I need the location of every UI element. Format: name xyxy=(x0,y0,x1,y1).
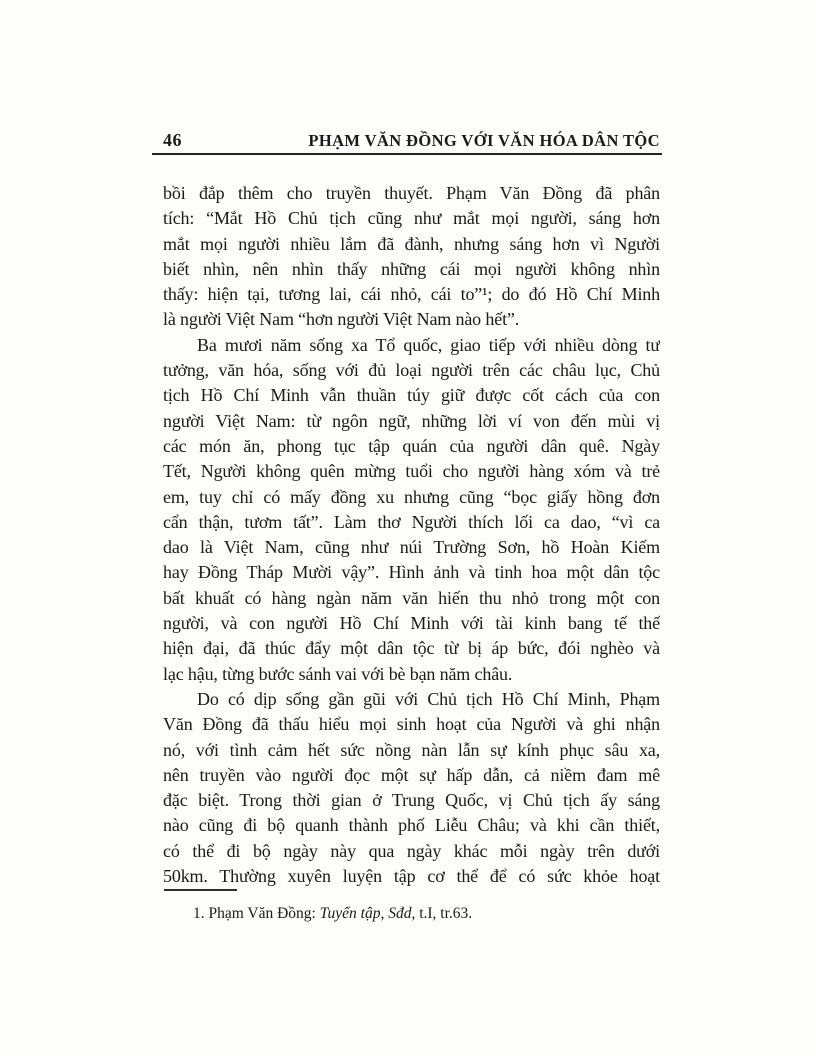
text-line: Tết, Người không quên mừng tuổi cho người hàng xóm và trẻ xyxy=(163,461,660,482)
text-line: mắt mọi người nhiều lắm đã đành, nhưng sáng hơn vì Người xyxy=(163,233,660,254)
text-line: Ba mươi năm sống xa Tổ quốc, giao tiếp với nhiều dòng tư xyxy=(197,334,660,355)
text-line: tịch Hồ Chí Minh vẫn thuần túy giữ được cốt cách của con xyxy=(163,385,660,406)
header-rule xyxy=(152,153,662,155)
text-line: tưởng, văn hóa, sống với đủ loại người trên các châu lục, Chủ xyxy=(163,360,660,381)
text-line: là người Việt Nam “hơn người Việt Nam nào hết”. xyxy=(163,309,520,330)
text-line: lạc hậu, từng bước sánh vai với bè bạn năm châu. xyxy=(163,663,513,684)
text-line: biết nhìn, nên nhìn thấy những cái mọi người không nhìn xyxy=(163,258,660,279)
text-line: hiện đại, đã thúc đẩy một dân tộc từ bị áp bức, đói nghèo và xyxy=(163,638,660,659)
text-line: nào cũng đi bộ quanh thành phố Liễu Châu; và khi cần thiết, xyxy=(163,815,660,836)
footnote-segment: Tuyển tập, Sđd xyxy=(319,905,412,922)
text-line: hay Đồng Tháp Mười vậy”. Hình ảnh và tinh hoa một dân tộc xyxy=(163,562,660,583)
text-line: bồi đắp thêm cho truyền thuyết. Phạm Văn Đồng đã phân xyxy=(163,183,660,203)
text-line: 50km. Thường xuyên luyện tập cơ thể để có sức khỏe hoạt xyxy=(163,866,660,887)
text-line: thấy: hiện tại, tương lai, cái nhỏ, cái to”¹; do đó Hồ Chí Minh xyxy=(163,284,660,305)
text-line: Văn Đồng đã thấu hiểu mọi sinh hoạt của Người và ghi nhận xyxy=(163,714,660,735)
text-line: tích: “Mắt Hồ Chủ tịch cũng như mắt mọi người, sáng hơn xyxy=(163,208,660,229)
text-line: Do có dịp sống gần gũi với Chủ tịch Hồ Chí Minh, Phạm xyxy=(197,688,660,709)
page-number: 46 xyxy=(163,130,182,150)
text-line: em, tuy chỉ có mấy đồng xu nhưng cũng “bọc giấy hồng đơn xyxy=(163,486,660,507)
footnote-rule xyxy=(164,889,237,891)
text-line: dao là Việt Nam, cũng như núi Trường Sơn, hồ Hoàn Kiếm xyxy=(163,537,660,558)
text-line: có thể đi bộ ngày này qua ngày khác mỗi ngày trên dưới xyxy=(163,840,660,861)
footnote xyxy=(163,903,660,925)
text-line: bất khuất có hàng ngàn năm văn hiến thu nhỏ trong một con xyxy=(163,587,660,608)
text-line: nên truyền vào người đọc một sự hấp dẫn, cả niềm đam mê xyxy=(163,764,660,785)
text-line: đặc biệt. Trong thời gian ở Trung Quốc, vị Chủ tịch ấy sáng xyxy=(163,790,660,811)
text-line: các món ăn, phong tục tập quán của người dân quê. Ngày xyxy=(163,435,660,456)
running-title: PHẠM VĂN ĐỒNG VỚI VĂN HÓA DÂN TỘC xyxy=(308,131,660,150)
body-text xyxy=(163,181,660,889)
page-header xyxy=(163,130,660,151)
footnote-segment: , t.I, tr.63. xyxy=(411,905,473,922)
text-line: người Việt Nam: từ ngôn ngữ, những lời ví von đến mùi vị xyxy=(163,410,660,431)
text-line: cẩn thận, tươm tất”. Làm thơ Người thích lối ca dao, “vì ca xyxy=(163,511,660,532)
text-line: nó, với tình cảm hết sức nồng nàn lẫn sự kính phục sâu xa, xyxy=(163,739,660,760)
text-line: người, và con người Hồ Chí Minh với tài kinh bang tế thế xyxy=(163,613,660,634)
footnote-segment: 1. Phạm Văn Đồng: xyxy=(193,905,320,922)
